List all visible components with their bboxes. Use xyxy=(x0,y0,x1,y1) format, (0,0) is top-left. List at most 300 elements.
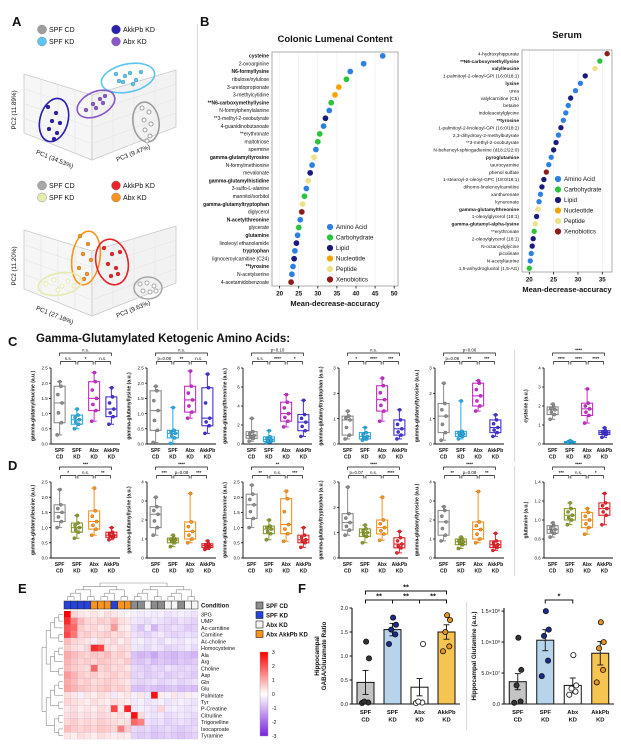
svg-text:KD: KD xyxy=(474,568,482,575)
svg-text:KD: KD xyxy=(107,568,115,575)
pca-plot-top xyxy=(8,22,195,177)
svg-text:0.6: 0.6 xyxy=(534,555,541,561)
svg-text:AkkPb: AkkPb xyxy=(487,448,504,454)
svg-text:phenol sulfate: phenol sulfate xyxy=(489,170,519,176)
svg-text:Abx: Abx xyxy=(89,448,99,454)
svg-text:Abx: Abx xyxy=(281,448,291,454)
svg-text:mannitol/sorbitol: mannitol/sorbitol xyxy=(232,194,269,200)
c-boxplot-1 xyxy=(28,348,124,464)
svg-text:CD: CD xyxy=(440,568,448,575)
svg-text:4: 4 xyxy=(237,403,240,409)
svg-text:PC2 (11.20%): PC2 (11.20%) xyxy=(11,246,18,286)
svg-text:2: 2 xyxy=(333,391,336,397)
svg-text:Asp: Asp xyxy=(201,673,211,680)
svg-text:Trigonelline: Trigonelline xyxy=(201,720,229,727)
svg-text:3: 3 xyxy=(272,649,275,656)
svg-text:**: ** xyxy=(467,356,472,362)
svg-text:SPF: SPF xyxy=(342,448,353,454)
svg-text:1-palmitoyl-2-oleoyl-GPI (16:0: 1-palmitoyl-2-oleoyl-GPI (16:0/18:1) xyxy=(443,74,519,80)
svg-text:KD: KD xyxy=(600,454,608,461)
svg-text:CD: CD xyxy=(344,454,352,461)
svg-text:0: 0 xyxy=(429,555,432,561)
svg-text:*: * xyxy=(355,356,358,362)
svg-text:diglycerol: diglycerol xyxy=(247,209,269,216)
svg-text:gamma-glutamylthreonine: gamma-glutamylthreonine xyxy=(459,207,519,213)
svg-text:0.5: 0.5 xyxy=(41,540,48,546)
svg-text:**: ** xyxy=(179,356,184,362)
svg-text:-3: -3 xyxy=(272,733,277,740)
c-boxplot-6 xyxy=(521,348,617,464)
svg-text:AkkPb: AkkPb xyxy=(391,562,408,568)
svg-text:Abx KD: Abx KD xyxy=(123,195,147,202)
svg-text:0: 0 xyxy=(333,555,336,561)
svg-text:***: *** xyxy=(292,470,298,476)
svg-text:CD: CD xyxy=(248,568,256,575)
svg-text:0.0: 0.0 xyxy=(340,702,348,708)
svg-text:KD: KD xyxy=(299,568,307,575)
svg-text:3: 3 xyxy=(141,498,144,504)
svg-text:1: 1 xyxy=(333,416,336,422)
svg-text:***: *** xyxy=(484,356,490,362)
svg-text:gamma-glutamyltyrosine: gamma-glutamyltyrosine xyxy=(209,155,269,161)
svg-text:gamma-glutamyltryptophan: gamma-glutamyltryptophan xyxy=(203,201,269,208)
svg-text:20: 20 xyxy=(525,276,533,284)
svg-text:1: 1 xyxy=(333,530,336,536)
svg-text:CD: CD xyxy=(56,568,64,575)
svg-text:KD: KD xyxy=(265,454,273,461)
svg-text:n.s.: n.s. xyxy=(369,347,378,353)
svg-text:****: **** xyxy=(575,356,582,362)
svg-text:Isocaproate: Isocaproate xyxy=(201,726,230,733)
svg-text:1: 1 xyxy=(429,416,432,422)
svg-text:KD: KD xyxy=(491,454,499,461)
svg-text:**3-methyl-2-oxobutyrate: **3-methyl-2-oxobutyrate xyxy=(465,141,519,147)
svg-text:SPF: SPF xyxy=(456,448,466,454)
svg-text:KD: KD xyxy=(596,717,605,724)
svg-text:2.5: 2.5 xyxy=(41,365,48,371)
svg-text:2: 2 xyxy=(429,391,432,397)
svg-text:CD: CD xyxy=(344,568,352,575)
panel-label-c: C xyxy=(8,334,18,349)
svg-text:KD: KD xyxy=(457,454,465,461)
svg-text:Xenobiotics: Xenobiotics xyxy=(564,228,596,236)
svg-text:SPF: SPF xyxy=(72,562,82,568)
svg-text:0.0: 0.0 xyxy=(233,555,240,561)
svg-text:N6-formyllysine: N6-formyllysine xyxy=(231,69,269,76)
svg-text:KD: KD xyxy=(169,454,177,461)
svg-text:Mean-decrease-accuracy: Mean-decrease-accuracy xyxy=(522,285,612,294)
svg-text:glutamine (a.u.): glutamine (a.u.) xyxy=(523,501,530,539)
svg-text:****: **** xyxy=(575,461,582,467)
svg-text:**: ** xyxy=(258,470,262,476)
svg-text:2: 2 xyxy=(333,505,336,511)
svg-text:SPF: SPF xyxy=(168,562,178,568)
svg-text:gamma-glutamylthreonine (a.u.): gamma-glutamylthreonine (a.u.) xyxy=(222,482,229,558)
svg-text:PC3 (9.63%): PC3 (9.63%) xyxy=(115,299,152,320)
svg-text:2-oleoylglycerol (18:1): 2-oleoylglycerol (18:1) xyxy=(471,237,519,243)
svg-text:***: *** xyxy=(388,356,394,362)
svg-text:Peptide: Peptide xyxy=(336,266,357,273)
svg-text:****: **** xyxy=(370,461,377,467)
svg-text:SPF: SPF xyxy=(547,448,558,454)
svg-text:1.0: 1.0 xyxy=(41,525,48,531)
svg-text:AkkPb: AkkPb xyxy=(487,562,504,568)
svg-text:cysteine: cysteine xyxy=(248,53,269,60)
svg-text:N-acetyltaurine: N-acetyltaurine xyxy=(486,259,519,265)
svg-text:0.0: 0.0 xyxy=(137,441,144,447)
svg-text:3-sulfo-L-alanine: 3-sulfo-L-alanine xyxy=(231,186,269,193)
svg-text:AkkPb KD: AkkPb KD xyxy=(123,183,155,190)
svg-text:KD: KD xyxy=(73,568,81,575)
svg-text:Glu: Glu xyxy=(201,686,210,693)
svg-text:gamma-glutamyltryptophan (a.u.: gamma-glutamyltryptophan (a.u.) xyxy=(318,480,325,560)
svg-text:Abx: Abx xyxy=(89,562,99,568)
svg-text:3PG: 3PG xyxy=(201,612,212,619)
svg-text:Abx: Abx xyxy=(473,448,483,454)
svg-text:20: 20 xyxy=(276,290,284,298)
svg-text:SPF: SPF xyxy=(386,710,399,716)
svg-text:Abx: Abx xyxy=(473,562,483,568)
svg-text:CD: CD xyxy=(361,717,370,724)
svg-text:KD: KD xyxy=(378,568,386,575)
svg-text:KD: KD xyxy=(491,568,499,575)
svg-text:3: 3 xyxy=(538,384,541,390)
svg-text:3: 3 xyxy=(333,479,336,485)
svg-text:1: 1 xyxy=(538,422,541,428)
svg-text:Xenobiotics: Xenobiotics xyxy=(336,276,368,284)
svg-text:Citrulline: Citrulline xyxy=(201,713,222,720)
svg-text:KD: KD xyxy=(378,454,386,461)
svg-text:**: ** xyxy=(275,461,280,467)
svg-text:PC2 (11.89%): PC2 (11.89%) xyxy=(11,90,18,130)
svg-text:2: 2 xyxy=(237,422,240,428)
svg-text:KD: KD xyxy=(186,454,194,461)
svg-text:SPF: SPF xyxy=(264,448,274,454)
svg-text:SPF: SPF xyxy=(547,562,558,568)
svg-text:N-octanoylglycine: N-octanoylglycine xyxy=(481,244,519,250)
svg-text:pyroglutamine: pyroglutamine xyxy=(485,156,519,161)
svg-text:Serum: Serum xyxy=(552,30,582,41)
svg-text:CD: CD xyxy=(549,568,557,575)
svg-text:AkkPb: AkkPb xyxy=(295,448,312,454)
svg-text:AkkPb: AkkPb xyxy=(437,710,456,716)
svg-text:SPF: SPF xyxy=(539,710,551,716)
svg-text:1.2: 1.2 xyxy=(534,498,541,504)
svg-text:**: ** xyxy=(485,470,489,476)
divider-f xyxy=(466,602,467,730)
svg-text:SPF: SPF xyxy=(360,562,370,568)
svg-text:valylcarnitine (C5): valylcarnitine (C5) xyxy=(480,96,519,102)
svg-text:AkkPb: AkkPb xyxy=(103,448,120,454)
svg-text:SPF: SPF xyxy=(456,562,466,568)
svg-text:n.s.: n.s. xyxy=(195,356,203,362)
svg-text:0.8: 0.8 xyxy=(534,536,541,542)
svg-text:n.s.: n.s. xyxy=(574,470,583,476)
svg-text:kynurenate: kynurenate xyxy=(495,200,519,206)
svg-text:Carnitine: Carnitine xyxy=(201,632,223,639)
barplot-hippocampal-glutamine xyxy=(468,586,620,744)
svg-text:KD: KD xyxy=(107,454,115,461)
svg-text:SPF: SPF xyxy=(246,448,257,454)
svg-text:Abx: Abx xyxy=(414,710,425,716)
svg-text:-2: -2 xyxy=(272,719,277,726)
svg-text:Gln: Gln xyxy=(201,679,210,686)
svg-text:3: 3 xyxy=(429,498,432,504)
svg-text:SPF: SPF xyxy=(359,710,372,716)
svg-text:KD: KD xyxy=(169,568,177,575)
svg-text:40: 40 xyxy=(352,290,360,298)
svg-text:2-oxoarginine: 2-oxoarginine xyxy=(238,61,269,68)
svg-text:KD: KD xyxy=(566,454,574,461)
svg-text:*: * xyxy=(557,591,561,601)
svg-text:PC3 (9.47%): PC3 (9.47%) xyxy=(115,143,152,164)
svg-text:*: * xyxy=(84,356,87,362)
svg-text:p=0.09: p=0.09 xyxy=(445,356,460,362)
svg-text:SPF: SPF xyxy=(54,562,65,568)
svg-text:Amino Acid: Amino Acid xyxy=(336,224,367,231)
svg-text:SPF: SPF xyxy=(438,562,449,568)
svg-text:n.s.: n.s. xyxy=(99,356,107,362)
svg-text:AkkPb: AkkPb xyxy=(596,448,613,454)
svg-text:KD: KD xyxy=(566,568,574,575)
svg-text:CD: CD xyxy=(549,454,557,461)
svg-text:gamma-glutamylleucine (a.u.): gamma-glutamylleucine (a.u.) xyxy=(30,370,37,442)
svg-text:1,5-anhydroglucitol (1,5-AG): 1,5-anhydroglucitol (1,5-AG) xyxy=(458,267,519,272)
svg-text:lignoceroylcarnitine (C24): lignoceroylcarnitine (C24) xyxy=(212,256,269,263)
svg-text:****: **** xyxy=(387,470,395,476)
svg-text:Abx: Abx xyxy=(567,710,579,716)
svg-text:N-acetylserine: N-acetylserine xyxy=(237,272,269,278)
svg-text:gamma-glutamylhistidine: gamma-glutamylhistidine xyxy=(208,178,269,185)
svg-text:spermine: spermine xyxy=(248,147,269,154)
svg-text:CD: CD xyxy=(152,454,160,461)
svg-text:****: **** xyxy=(370,356,377,362)
svg-text:0: 0 xyxy=(538,441,541,447)
svg-text:2: 2 xyxy=(141,517,144,523)
svg-text:**N6-carboxymethyllysine: **N6-carboxymethyllysine xyxy=(460,59,519,65)
svg-text:Carbohydrate: Carbohydrate xyxy=(336,234,374,242)
svg-text:N-formylphenylalanine: N-formylphenylalanine xyxy=(219,108,269,115)
svg-text:2.0: 2.0 xyxy=(41,380,48,386)
svg-text:AkkPb: AkkPb xyxy=(103,562,120,568)
svg-text:4-guanidinobutanoate: 4-guanidinobutanoate xyxy=(220,123,269,130)
svg-text:1.0: 1.0 xyxy=(137,411,144,417)
svg-text:1.5: 1.5 xyxy=(41,510,48,516)
svg-text:Abx: Abx xyxy=(377,562,387,568)
svg-text:glycerate: glycerate xyxy=(248,225,269,232)
svg-text:p=0.07: p=0.07 xyxy=(349,470,364,476)
svg-text:1-palmitoyl-2-linoleoyl-GPI (1: 1-palmitoyl-2-linoleoyl-GPI (16:0/18:2) xyxy=(438,126,519,132)
svg-text:**erythronate: **erythronate xyxy=(491,230,519,235)
svg-text:3: 3 xyxy=(429,365,432,371)
svg-text:p=0.08: p=0.08 xyxy=(157,356,172,362)
svg-text:mevalonate: mevalonate xyxy=(243,170,269,177)
svg-text:2.5: 2.5 xyxy=(233,479,240,485)
svg-text:****: **** xyxy=(178,461,185,467)
svg-text:***: *** xyxy=(558,470,564,476)
svg-text:1.0: 1.0 xyxy=(233,525,240,531)
svg-text:Abx: Abx xyxy=(582,562,592,568)
svg-text:SPF: SPF xyxy=(72,448,82,454)
svg-text:picolinate: picolinate xyxy=(498,252,519,258)
svg-text:p=0.06: p=0.06 xyxy=(462,347,477,353)
dotplot-serum xyxy=(404,24,620,336)
svg-text:AkkPb: AkkPb xyxy=(199,562,216,568)
svg-text:1: 1 xyxy=(429,536,432,542)
svg-text:1.0×10⁸: 1.0×10⁸ xyxy=(481,640,500,647)
svg-text:gamma-glutamylleucine (a.u.): gamma-glutamylleucine (a.u.) xyxy=(30,484,37,556)
svg-text:-1: -1 xyxy=(272,705,277,712)
svg-text:AkkPb: AkkPb xyxy=(199,448,216,454)
svg-text:Abx AkkPb KD: Abx AkkPb KD xyxy=(266,632,308,639)
svg-text:Abx: Abx xyxy=(185,448,195,454)
barplot-gaba-glutamate-ratio xyxy=(314,582,466,744)
svg-text:gamma-glutamyl-alpha-lysine: gamma-glutamyl-alpha-lysine xyxy=(451,222,519,228)
svg-text:SPF: SPF xyxy=(342,562,353,568)
svg-text:KD: KD xyxy=(90,568,98,575)
svg-text:***: *** xyxy=(82,461,89,467)
svg-text:SPF: SPF xyxy=(150,562,161,568)
svg-text:p=0.08: p=0.08 xyxy=(174,470,189,476)
svg-text:Mean-decrease-accuracy: Mean-decrease-accuracy xyxy=(290,299,380,308)
svg-text:KD: KD xyxy=(415,717,424,724)
svg-text:50: 50 xyxy=(390,290,398,298)
svg-text:p=0.08: p=0.08 xyxy=(462,470,477,476)
svg-text:Ac-choline: Ac-choline xyxy=(201,639,227,646)
svg-text:CD: CD xyxy=(248,454,256,461)
svg-text:linoleoyl ethanolamide: linoleoyl ethanolamide xyxy=(219,240,269,247)
panel-label-f: F xyxy=(298,581,306,596)
svg-text:KD: KD xyxy=(474,454,482,461)
svg-text:KD: KD xyxy=(361,568,369,575)
svg-text:Abx KD: Abx KD xyxy=(266,623,288,629)
svg-text:KD: KD xyxy=(395,454,403,461)
svg-text:KD: KD xyxy=(457,568,465,575)
svg-text:3-ureidopropionate: 3-ureidopropionate xyxy=(227,84,269,91)
svg-text:2.5: 2.5 xyxy=(41,479,48,485)
svg-text:KD: KD xyxy=(388,717,397,724)
svg-text:***: *** xyxy=(161,470,167,476)
divider-c xyxy=(514,350,515,462)
svg-text:N-formylmethionine: N-formylmethionine xyxy=(225,162,269,169)
svg-text:Nucleotide: Nucleotide xyxy=(336,255,366,263)
svg-text:KD: KD xyxy=(442,717,451,724)
svg-text:2.0: 2.0 xyxy=(340,606,348,612)
d-boxplot-3 xyxy=(220,462,316,578)
svg-text:gamma-glutamyltyrosine (a.u.): gamma-glutamyltyrosine (a.u.) xyxy=(414,369,421,443)
panel-c-title: Gamma-Glutamylated Ketogenic Amino Acids: xyxy=(36,333,291,345)
svg-text:**3-methyl-2-oxobutyrate: **3-methyl-2-oxobutyrate xyxy=(213,116,269,122)
svg-text:35: 35 xyxy=(598,276,606,284)
svg-text:0.0: 0.0 xyxy=(41,555,48,561)
svg-text:0.0: 0.0 xyxy=(41,441,48,447)
svg-text:1-oleoylglycerol (18:1): 1-oleoylglycerol (18:1) xyxy=(471,215,519,221)
svg-text:4: 4 xyxy=(538,365,541,371)
svg-text:SPF CD: SPF CD xyxy=(49,183,75,190)
svg-text:indoleacetylglycine: indoleacetylglycine xyxy=(478,111,519,117)
svg-text:2.0: 2.0 xyxy=(137,380,144,386)
svg-text:**: ** xyxy=(376,591,382,601)
svg-text:n.s.: n.s. xyxy=(177,347,186,353)
svg-text:1.5: 1.5 xyxy=(233,510,240,516)
svg-text:cysteine (a.u.): cysteine (a.u.) xyxy=(523,389,530,423)
svg-text:1.5×10⁸: 1.5×10⁸ xyxy=(481,609,500,616)
svg-text:n.s.: n.s. xyxy=(273,470,282,476)
svg-text:0: 0 xyxy=(272,691,275,698)
svg-text:**tyrosine: **tyrosine xyxy=(245,264,269,271)
svg-text:KD: KD xyxy=(395,568,403,575)
svg-text:**: ** xyxy=(430,591,436,601)
divider-a-b xyxy=(197,24,198,330)
svg-text:1.0: 1.0 xyxy=(534,517,541,523)
svg-text:1.5: 1.5 xyxy=(340,630,348,636)
svg-text:1: 1 xyxy=(141,536,144,542)
svg-text:Abx: Abx xyxy=(377,448,387,454)
d-boxplot-2 xyxy=(124,462,220,578)
svg-text:xanthurenate: xanthurenate xyxy=(490,193,519,198)
svg-text:Hippocampal: Hippocampal xyxy=(314,636,321,676)
svg-text:KD: KD xyxy=(90,454,98,461)
svg-text:n.s.: n.s. xyxy=(369,470,378,476)
svg-text:Ac-carnitine: Ac-carnitine xyxy=(201,625,230,632)
svg-text:glutamine: glutamine xyxy=(245,233,269,239)
svg-text:1.0: 1.0 xyxy=(340,654,348,660)
svg-text:KD: KD xyxy=(203,454,211,461)
svg-text:45: 45 xyxy=(371,290,379,298)
svg-text:AkkPb: AkkPb xyxy=(591,710,610,716)
svg-text:CD: CD xyxy=(513,717,522,724)
svg-text:0: 0 xyxy=(429,441,432,447)
svg-text:**N6-carboxymethyllysine: **N6-carboxymethyllysine xyxy=(207,100,269,107)
svg-text:1.5: 1.5 xyxy=(41,396,48,402)
svg-text:25: 25 xyxy=(295,290,303,298)
svg-text:KD: KD xyxy=(299,454,307,461)
svg-text:Hippocampal Glutamine (a.u.): Hippocampal Glutamine (a.u.) xyxy=(471,611,478,701)
pca-plot-bottom xyxy=(8,178,195,333)
panel-label-a: A xyxy=(12,14,22,29)
svg-text:****: **** xyxy=(592,356,600,362)
svg-text:SPF CD: SPF CD xyxy=(266,604,289,610)
svg-text:****: **** xyxy=(466,461,473,467)
svg-text:2,3-dihydroxy-2-methylbutyrate: 2,3-dihydroxy-2-methylbutyrate xyxy=(452,133,519,139)
svg-text:KD: KD xyxy=(568,717,577,724)
c-boxplot-4 xyxy=(316,348,412,464)
svg-text:2.0: 2.0 xyxy=(41,494,48,500)
c-boxplot-3 xyxy=(220,348,316,464)
svg-text:lysine: lysine xyxy=(505,82,519,87)
svg-text:gamma-glutamyltryptophan (a.u.: gamma-glutamyltryptophan (a.u.) xyxy=(318,366,325,446)
svg-text:KD: KD xyxy=(186,568,194,575)
svg-text:KD: KD xyxy=(583,568,591,575)
svg-text:Arg: Arg xyxy=(201,659,210,666)
svg-text:N-behenoyl-sphingadienine (d18: N-behenoyl-sphingadienine (d18:2/22:0) xyxy=(433,148,519,154)
svg-text:**tyrosine: **tyrosine xyxy=(496,119,519,124)
svg-text:PC1 (27.18%): PC1 (27.18%) xyxy=(34,304,75,327)
c-boxplot-5 xyxy=(412,348,508,464)
svg-text:0.5: 0.5 xyxy=(137,426,144,432)
svg-text:SPF KD: SPF KD xyxy=(49,39,75,46)
svg-text:ribulose/xylulose: ribulose/xylulose xyxy=(232,77,269,83)
svg-text:N-acetylthreonine: N-acetylthreonine xyxy=(226,217,269,224)
svg-text:Lipid: Lipid xyxy=(336,245,350,252)
svg-text:Carbohydrate: Carbohydrate xyxy=(564,186,602,194)
svg-text:dihomo-linolenoylcarnitine: dihomo-linolenoylcarnitine xyxy=(463,185,519,191)
svg-text:KD: KD xyxy=(203,568,211,575)
svg-text:AkkPb KD: AkkPb KD xyxy=(123,27,155,34)
svg-text:taurocyamine: taurocyamine xyxy=(490,163,519,169)
svg-text:UMP: UMP xyxy=(201,619,213,626)
svg-text:Peptide: Peptide xyxy=(564,218,585,225)
